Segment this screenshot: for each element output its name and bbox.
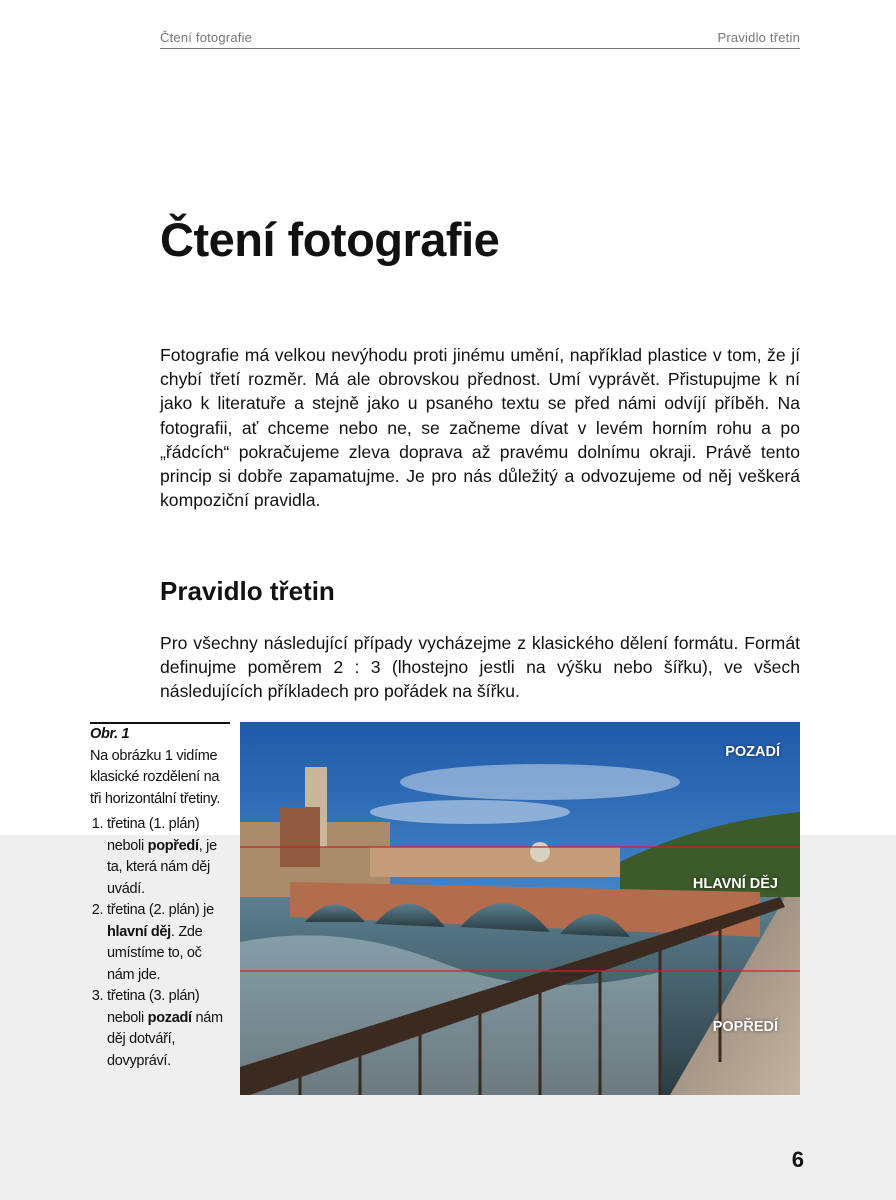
caption-item: 3. třetina (3. plán) neboli pozadí nám děj dotváří, dovypráví. (107, 986, 230, 1072)
header-chapter: Čtení fotografie (160, 30, 253, 45)
label-foreground: POPŘEDÍ (712, 1019, 778, 1035)
caption-list (90, 814, 230, 1072)
figure-caption (90, 722, 230, 1072)
section-paragraph: Pro všechny následující případy vycházejme z klasického dělení formátu. Formát definujme poměrem 2 : 3 (lhostejno jestli na výšku nebo šířku), ve všech následujících příkladech pro pořádek na šířku. (160, 633, 800, 702)
page-title: Čtení fotografie (160, 213, 500, 266)
header-section: Pravidlo třetin (717, 30, 800, 45)
label-background: POZADÍ (725, 744, 780, 760)
running-header (160, 30, 800, 49)
caption-item: 2. třetina (2. plán) je hlavní děj. Zde umístíme to, oč nám jde. (107, 900, 230, 986)
caption-title: Obr. 1 (90, 726, 130, 742)
intro-paragraph: Fotografie má velkou nevýhodu proti jinému umění, například plastice v tom, že jí chybí třetí rozměr. Má ale obrovskou přednost. Umí vyprávět. Přistupujme k ní jako k literatuře a stejně jako u psaného textu se před námi odvíjí příběh. Na fotografii, ať chceme nebo ne, se začneme dívat v levém horním rohu a po „řádcích“ pokračujeme zleva doprava až pravému dolnímu okraji. Právě tento princip si dobře zapamatujme. Je pro nás důležitý a odvozujeme od něj veškerá kompoziční pravidla. (160, 345, 800, 511)
caption-item: 1. třetina (1. plán) neboli popředí, je ta, která nám děj uvádí. (107, 814, 230, 900)
page-number: 6 (791, 1147, 804, 1172)
photo-illustration (240, 722, 800, 1095)
bridge-photo (240, 722, 800, 1095)
section-heading: Pravidlo třetin (160, 576, 335, 606)
caption-text: Na obrázku 1 vidíme klasické rozdělení na tři horizontální třetiny. (90, 747, 221, 807)
label-main-action: HLAVNÍ DĚJ (692, 876, 778, 892)
